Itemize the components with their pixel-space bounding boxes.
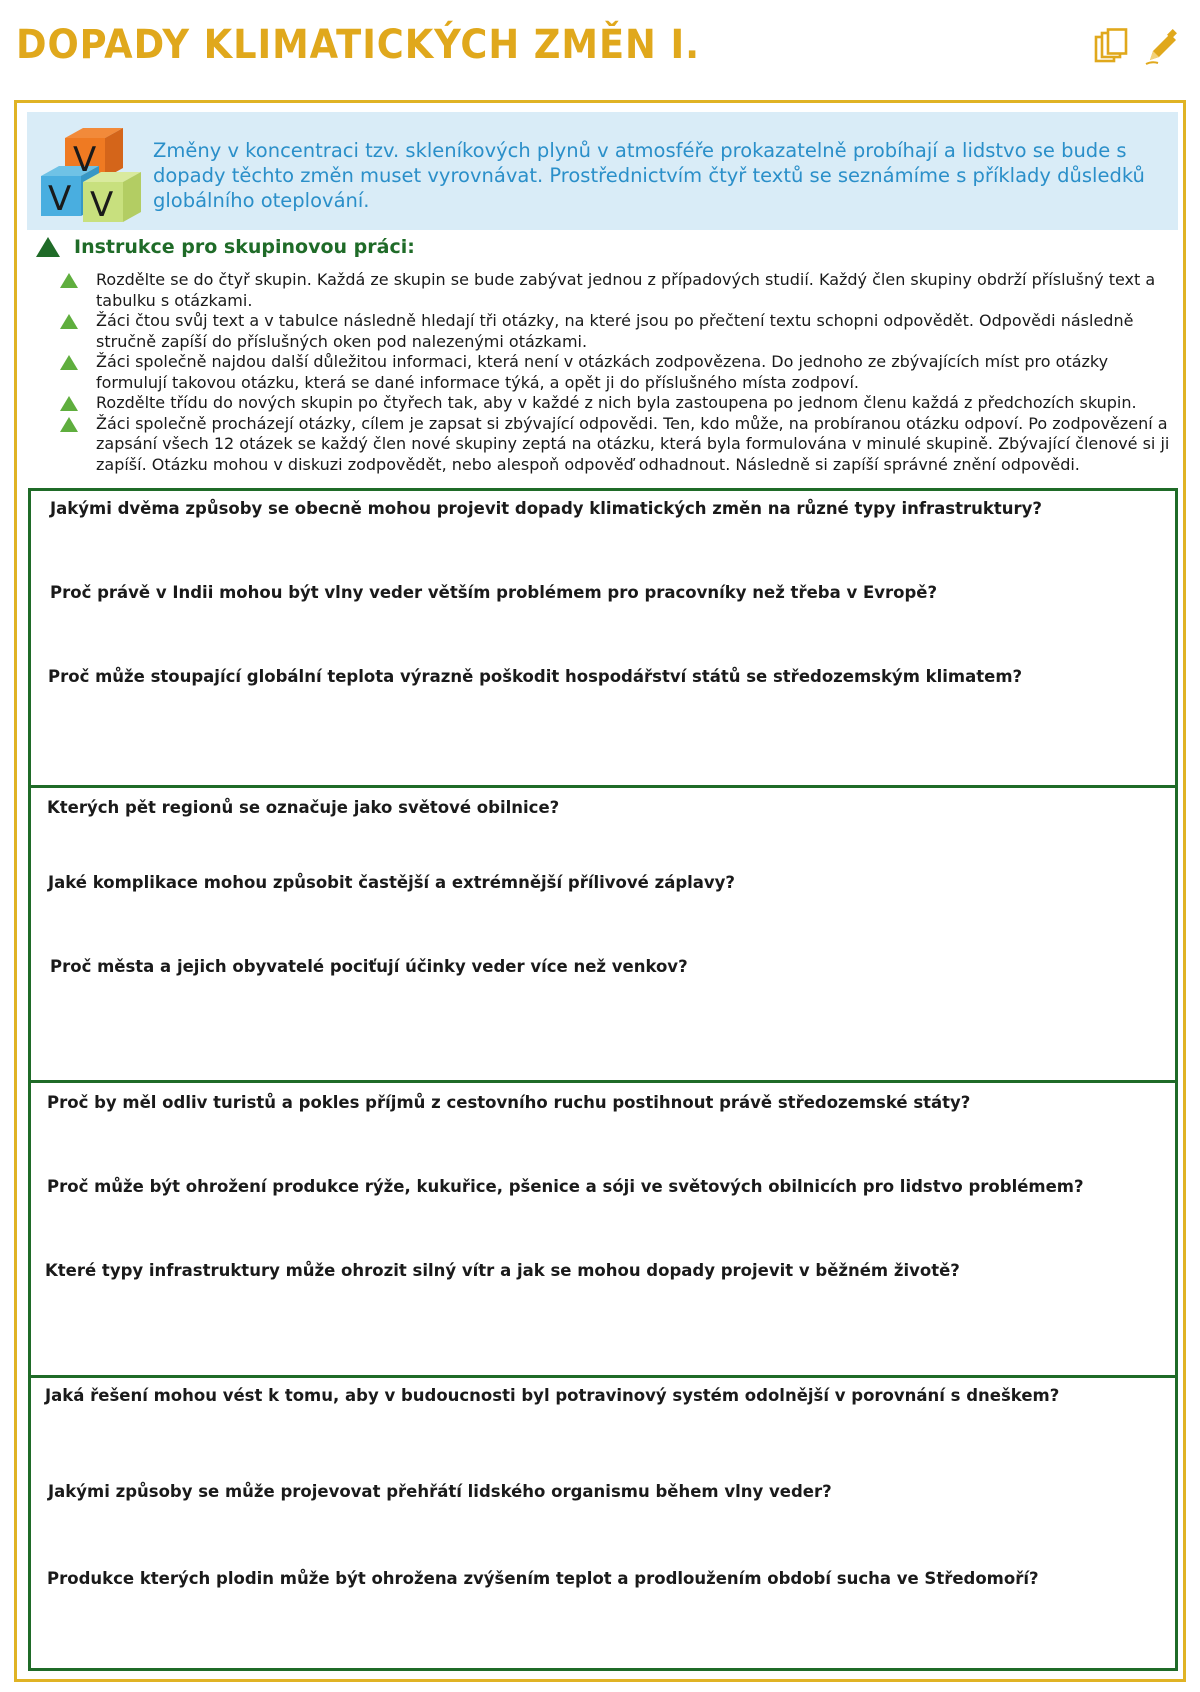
triangle-bullet-icon <box>60 355 78 370</box>
cube-letter: V <box>73 140 97 180</box>
question-section-3 <box>28 1080 1178 1378</box>
question-text: Proč může stoupající globální teplota výrazně poškodit hospodářství států se středozemským klimatem? <box>48 667 1023 686</box>
instructions-heading-label: Instrukce pro skupinovou práci: <box>74 236 415 258</box>
instruction-item: Žáci čtou svůj text a v tabulce následně hledají tři otázky, na které jsou po přečtení textu schopni odpovědět. Odpovědi následně stručně zapíší do příslušných oken pod nalezenými otázkami. <box>58 311 1178 352</box>
instructions-list <box>58 270 1178 475</box>
triangle-bullet-icon <box>60 417 78 432</box>
cube-letter: V <box>48 179 72 219</box>
page-title: DOPADY KLIMATICKÝCH ZMĚN I. <box>16 22 700 68</box>
instruction-item: Rozdělte se do čtyř skupin. Každá ze skupin se bude zabývat jednou z případových studií. Každý člen skupiny obdrží příslušný text a tabulku s otázkami. <box>58 270 1178 311</box>
question-section-2 <box>28 785 1178 1083</box>
question-text: Jakými způsoby se může projevovat přehřátí lidského organismu během vlny veder? <box>48 1482 832 1501</box>
question-text: Proč by měl odliv turistů a pokles příjmů z cestovního ruchu postihnout právě středozemské státy? <box>47 1093 971 1112</box>
triangle-icon <box>36 237 60 257</box>
question-text: Proč může být ohrožení produkce rýže, kukuřice, pšenice a sóji ve světových obilnicích pro lidstvo problémem? <box>47 1177 1084 1196</box>
question-section-4 <box>28 1375 1178 1671</box>
triangle-bullet-icon <box>60 396 78 411</box>
cubes-logo-icon <box>35 126 145 226</box>
instruction-item: Žáci společně procházejí otázky, cílem je zapsat si zbývající odpovědi. Ten, kdo může, na probíranou otázku odpoví. Po zodpovězení a zapsání všech 12 otázek se každý člen nové skupiny zeptá na otázku, která byla formulována v minulé skupině. Zbývající členové si ji zapíší. Otázku mohou v diskuzi zodpovědět, nebo alespoň odpověď odhadnout. Následně si zapíší správné znění odpovědi. <box>58 414 1178 476</box>
toolbar <box>1092 28 1182 66</box>
question-text: Které typy infrastruktury může ohrozit silný vítr a jak se mohou dopady projevit v běžném životě? <box>45 1261 960 1280</box>
instruction-item: Rozdělte třídu do nových skupin po čtyřech tak, aby v každé z nich byla zastoupena po jednom členu každá z předchozích skupin. <box>58 393 1178 414</box>
pencil-icon[interactable] <box>1144 28 1182 66</box>
intro-text: Změny v koncentraci tzv. skleníkových plynů v atmosféře prokazatelně probíhají a lidstvo se bude s dopady těchto změn muset vyrovnávat. Prostřednictvím čtyř textů se seznámíme s příklady důsledků globálního oteplování. <box>153 139 1145 212</box>
copy-icon[interactable] <box>1092 28 1130 66</box>
triangle-bullet-icon <box>60 273 78 288</box>
question-text: Jakými dvěma způsoby se obecně mohou projevit dopady klimatických změn na různé typy infrastruktury? <box>50 499 1042 518</box>
question-text: Produkce kterých plodin může být ohrožena zvýšením teplot a prodloužením období sucha ve Středomoří? <box>47 1569 1039 1588</box>
instructions-heading <box>36 236 415 258</box>
question-text: Kterých pět regionů se označuje jako světové obilnice? <box>47 798 560 817</box>
question-text: Proč právě v Indii mohou být vlny veder větším problémem pro pracovníky než třeba v Evropě? <box>50 583 938 602</box>
cube-letter: V <box>90 185 114 225</box>
question-section-1 <box>28 488 1178 788</box>
question-text: Jaké komplikace mohou způsobit častější a extrémnější přílivové záplavy? <box>48 873 736 892</box>
question-text: Jaká řešení mohou vést k tomu, aby v budoucnosti byl potravinový systém odolnější v porovnání s dneškem? <box>45 1386 1060 1405</box>
question-text: Proč města a jejich obyvatelé pociťují účinky veder více než venkov? <box>50 957 688 976</box>
instruction-item: Žáci společně najdou další důležitou informaci, která není v otázkách zodpovězena. Do jednoho ze zbývajících míst pro otázky formulují takovou otázku, která se dané informace týká, a opět ji do příslušného místa zodpoví. <box>58 352 1178 393</box>
triangle-bullet-icon <box>60 314 78 329</box>
intro-panel <box>27 112 1178 230</box>
